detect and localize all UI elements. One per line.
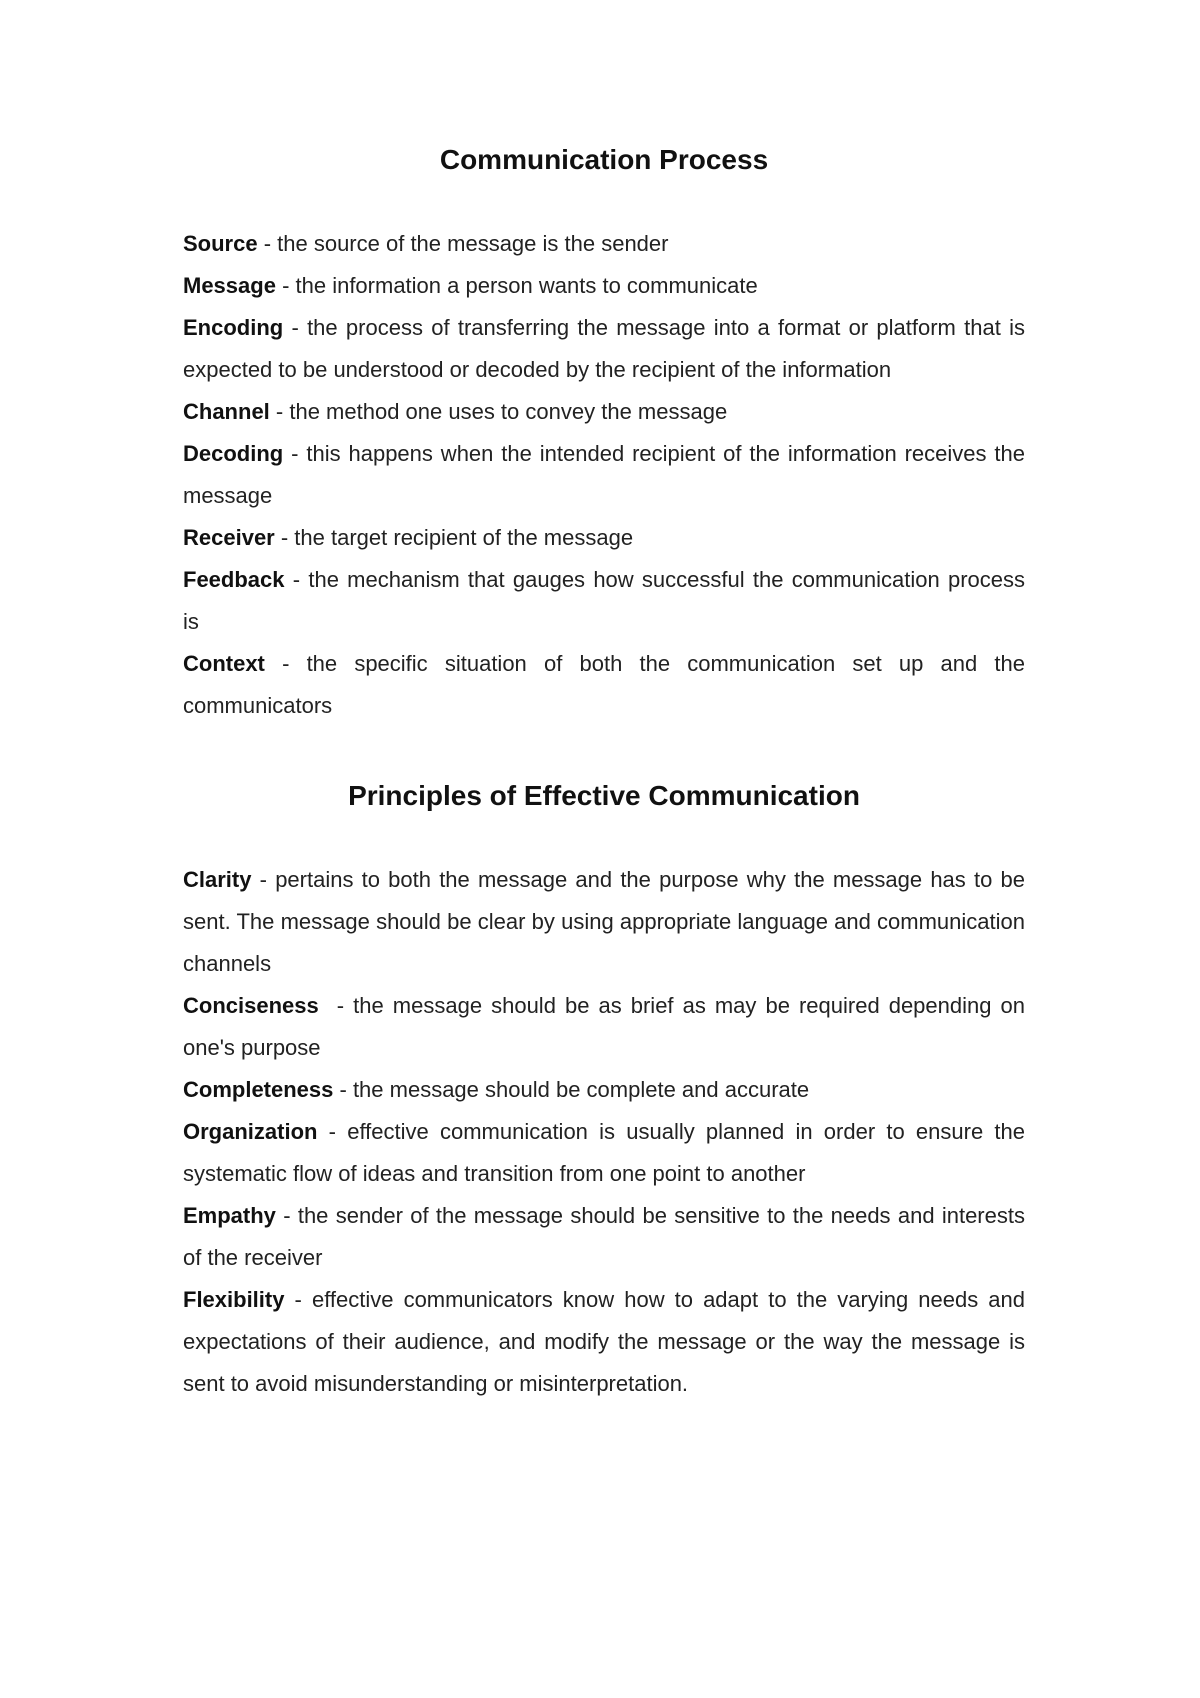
entry-definition: - the message should be as brief as may be required depending on one's purpose	[183, 993, 1032, 1060]
entry-term: Empathy	[183, 1203, 276, 1228]
entry-conciseness	[183, 985, 1032, 1069]
entry-term: Decoding	[183, 441, 284, 466]
entry-source	[183, 223, 1025, 265]
entry-clarity	[183, 859, 1025, 985]
entry-term: Channel	[183, 399, 270, 424]
entry-encoding	[183, 307, 1025, 391]
entry-message	[183, 265, 1025, 307]
entry-flexibility	[183, 1279, 1025, 1405]
entry-definition: - pertains to both the message and the purpose why the message has to be sent. The message should be clear by using appropriate language and communication channels	[183, 867, 1025, 976]
section-heading-principles: Principles of Effective Communication	[348, 780, 860, 811]
entry-term: Organization	[183, 1119, 318, 1144]
section-heading-communication-process: Communication Process	[439, 144, 769, 175]
entry-term: Encoding	[183, 315, 284, 340]
entry-definition: - effective communicators know how to adapt to the varying needs and expectations of their audience, and modify the message or the way the message is sent to avoid misunderstanding or misinterpretation.	[183, 1287, 1025, 1396]
entry-term: Feedback	[183, 567, 285, 592]
entry-definition: - the source of the message is the sender	[257, 231, 669, 256]
entry-term: Receiver	[183, 525, 275, 550]
entry-organization	[183, 1111, 1025, 1195]
entry-term: Flexibility	[183, 1287, 285, 1312]
entry-completeness	[183, 1069, 1025, 1111]
entry-term: Completeness	[183, 1077, 334, 1102]
entry-context	[183, 643, 1025, 727]
entry-empathy	[183, 1195, 1025, 1279]
entry-definition: - the information a person wants to communicate	[275, 273, 758, 298]
entry-feedback	[183, 559, 1025, 643]
entry-term: Source	[183, 231, 258, 256]
entry-definition: - the mechanism that gauges how successful the communication process is	[183, 567, 1025, 634]
entry-definition: - the specific situation of both the communication set up and the communicators	[183, 651, 1025, 718]
entry-definition: - the process of transferring the message into a format or platform that is expected to be understood or decoded by the recipient of the information	[183, 315, 1025, 382]
entry-definition: - effective communication is usually planned in order to ensure the systematic flow of ideas and transition from one point to another	[183, 1119, 1025, 1186]
entry-definition: - the target recipient of the message	[274, 525, 634, 550]
entry-definition: - this happens when the intended recipient of the information receives the message	[183, 441, 1025, 508]
entry-definition: - the method one uses to convey the message	[269, 399, 728, 424]
document-body	[183, 140, 1032, 1405]
entry-definition: - the message should be complete and accurate	[333, 1077, 810, 1102]
entry-definition: - the sender of the message should be sensitive to the needs and interests of the receiver	[183, 1203, 1025, 1270]
entry-channel	[183, 391, 1025, 433]
entry-receiver	[183, 517, 1025, 559]
entry-term: Conciseness	[183, 993, 319, 1018]
entry-decoding	[183, 433, 1025, 517]
entry-term: Clarity	[183, 867, 252, 892]
entry-term: Context	[183, 651, 265, 676]
entry-term: Message	[183, 273, 276, 298]
